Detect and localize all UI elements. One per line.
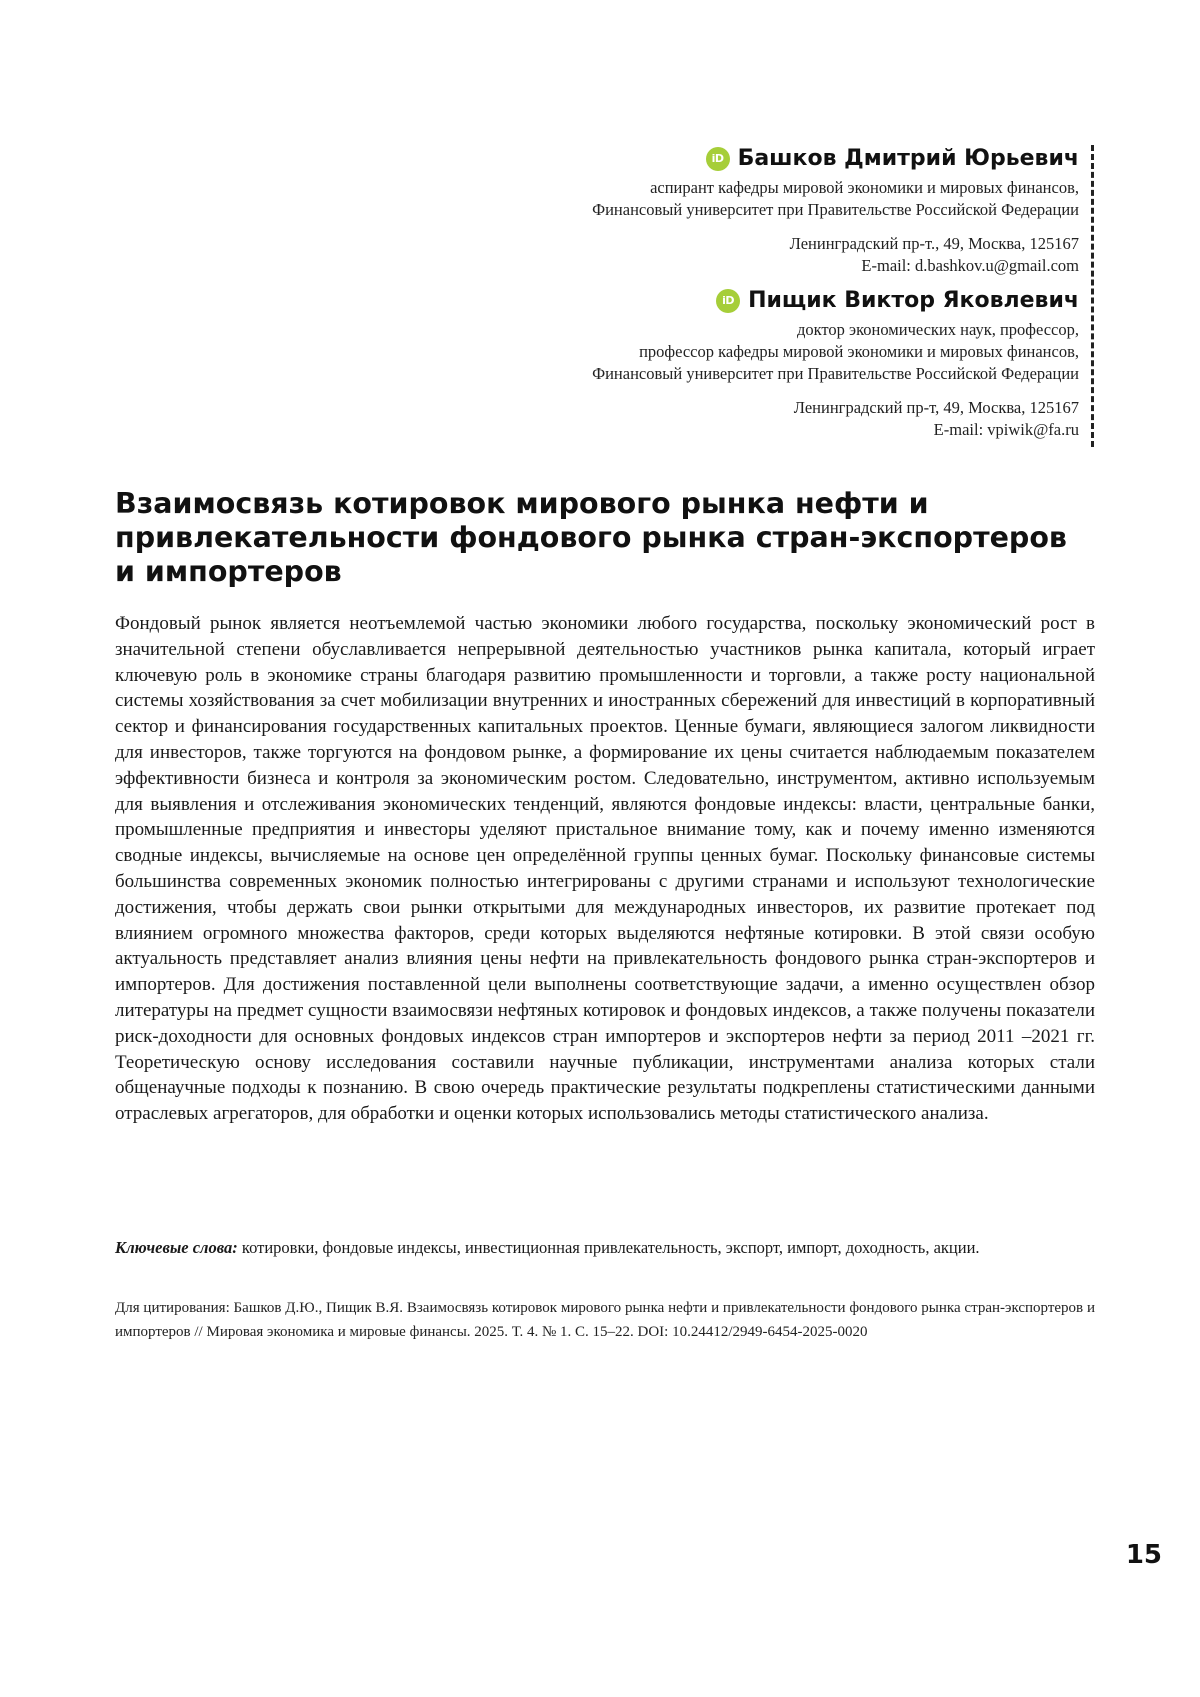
- author-affiliation-line: Финансовый университет при Правительстве Российской Федерации: [592, 200, 1079, 219]
- author-1: [439, 145, 1079, 277]
- author-name: Башков Дмитрий Юрьевич: [737, 146, 1079, 171]
- author-affiliation-line: профессор кафедры мировой экономики и мировых финансов,: [639, 342, 1079, 361]
- author-name: Пищик Виктор Яковлевич: [748, 288, 1079, 313]
- author-2: [439, 287, 1079, 441]
- author-email[interactable]: E-mail: d.bashkov.u@gmail.com: [861, 256, 1079, 275]
- author-name-row: [439, 287, 1079, 315]
- citation: Для цитирования: Башков Д.Ю., Пищик В.Я. Взаимосвязь котировок мирового рынка нефти и привлекательности фондового рынка стран-экспортеров и импортеров // Мировая экономика и мировые финансы. 2025. Т. 4. № 1. С. 15–22. DOI: 10.24412/2949-6454-2025-0020: [115, 1300, 1095, 1340]
- author-address: Ленинградский пр-т., 49, Москва, 125167: [789, 234, 1079, 253]
- page-number: 15: [1125, 1540, 1162, 1570]
- author-affiliation-line: аспирант кафедры мировой экономики и мировых финансов,: [650, 178, 1079, 197]
- orcid-icon[interactable]: iD: [716, 289, 740, 313]
- authors-block: [439, 145, 1094, 447]
- author-email[interactable]: E-mail: vpiwik@fa.ru: [933, 420, 1079, 439]
- keywords: [115, 1236, 1095, 1259]
- author-affiliation-line: доктор экономических наук, профессор,: [796, 320, 1079, 339]
- abstract: Фондовый рынок является неотъемлемой частью экономики любого государства, поскольку экономический рост в значительной степени обуславливается непрерывной деятельностью участников рынка капитала, который играет ключевую роль в экономике страны благодаря развитию промышленности и торговли, а также росту национальной системы хозяйствования за счет мобилизации внутренних и иностранных сбережений для инвестиций в корпоративный сектор и финансирования государственных капитальных проектов. Ценные бумаги, являющиеся залогом ликвидности для инвесторов, также торгуются на фондовом рынке, а формирование их цены считается наблюдаемым показателем эффективности бизнеса и контроля за экономическим ростом. Следовательно, инструментом, активно используемым для выявления и отслеживания экономических тенденций, являются фондовые индексы: власти, центральные банки, промышленные предприятия и инвесторы уделяют пристальное внимание тому, как и почему именно изменяются сводные индексы, вычисляемые на основе цен определённой группы ценных бумаг. Поскольку финансовые системы большинства современных экономик полностью интегрированы с другими странами и используют технологические достижения, чтобы держать свои рынки открытыми для международных инвесторов, их развитие протекает под влиянием огромного множества факторов, среди которых выделяются нефтяные котировки. В этой связи особую актуальность представляет анализ влияния цены нефти на привлекательность фондового рынка стран-экспортеров и импортеров. Для достижения поставленной цели выполнены соответствующие задачи, а именно осуществлен обзор литературы на предмет сущности взаимосвязи нефтяных котировок и фондовых индексов, а также получены показатели риск-доходности для основных фондовых индексов стран импортеров и экспортеров нефти за период 2011 –2021 гг. Теоретическую основу исследования составили научные публикации, инструментами анализа которых стали общенаучные подходы к познанию. В свою очередь практические результаты подкреплены статистическими данными отраслевых агрегаторов, для обработки и оценки которых использовались методы статистического анализа.: [115, 613, 1095, 1125]
- orcid-icon[interactable]: iD: [706, 147, 730, 171]
- keywords-text: котировки, фондовые индексы, инвестиционная привлекательность, экспорт, импорт, доходность, акции.: [237, 1238, 980, 1257]
- article-title: Взаимосвязь котировок мирового рынка нефти и привлекательности фондового рынка стран-экспортеров и импортеров: [115, 487, 1067, 588]
- author-affiliation-line: Финансовый университет при Правительстве Российской Федерации: [592, 364, 1079, 383]
- author-address: Ленинградский пр-т, 49, Москва, 125167: [793, 398, 1079, 417]
- author-name-row: [439, 145, 1079, 173]
- keywords-label: Ключевые слова:: [115, 1238, 238, 1257]
